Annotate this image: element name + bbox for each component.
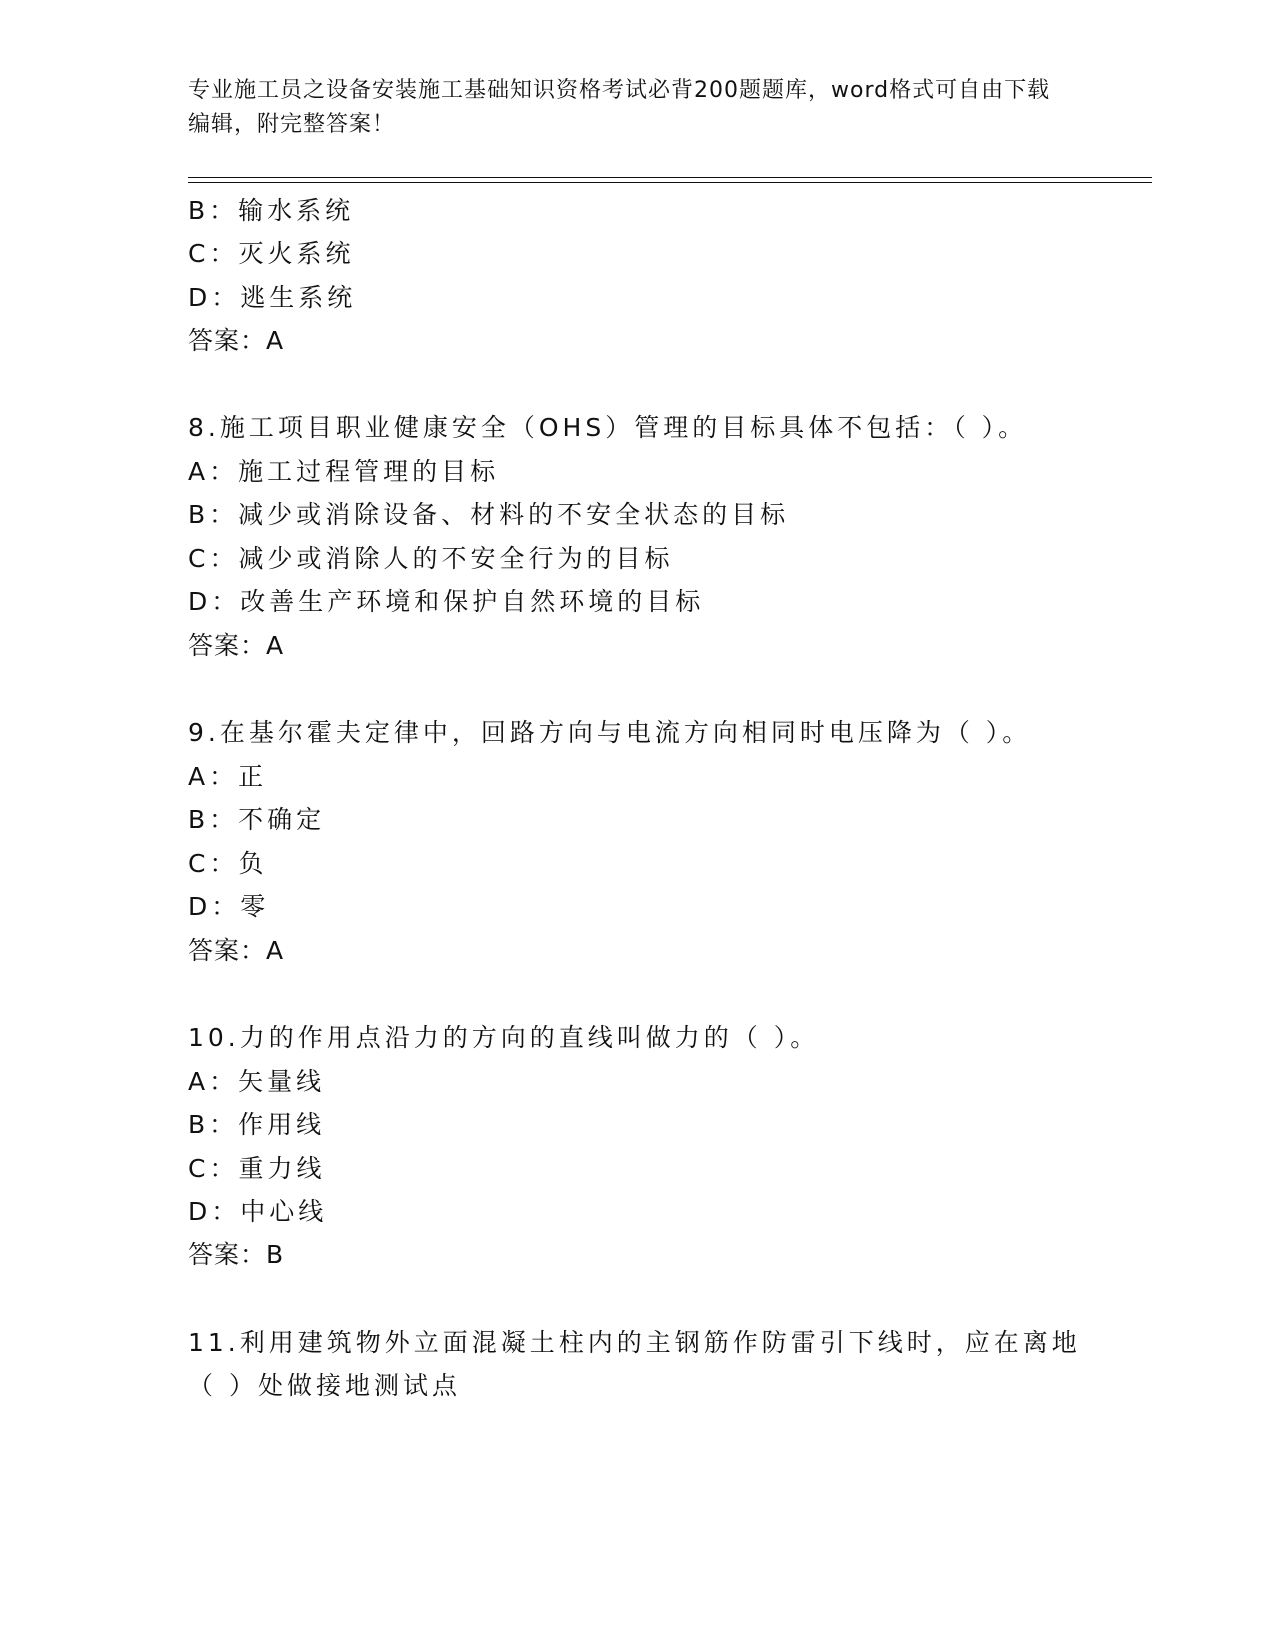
option-d-q8: D：改善生产环境和保护自然环境的目标 xyxy=(188,587,705,616)
option-b-q7: B：输水系统 xyxy=(188,196,355,225)
option-a-q10: A：矢量线 xyxy=(188,1067,326,1096)
option-b-q10: B：作用线 xyxy=(188,1110,326,1139)
option-d-q10: D：中心线 xyxy=(188,1197,328,1226)
question-10: 10.力的作用点沿力的方向的直线叫做力的（ ）。 xyxy=(188,1023,820,1052)
option-b-q8: B：减少或消除设备、材料的不安全状态的目标 xyxy=(188,500,790,529)
option-a-q9: A：正 xyxy=(188,762,268,791)
answer-q7: 答案：A xyxy=(188,326,285,355)
answer-q9: 答案：A xyxy=(188,936,285,965)
answer-q10: 答案：B xyxy=(188,1240,285,1269)
question-8: 8.施工项目职业健康安全（OHS）管理的目标具体不包括：（ ）。 xyxy=(188,413,1028,442)
option-c-q7: C：灭火系统 xyxy=(188,239,355,268)
option-d-q9: D：零 xyxy=(188,892,270,921)
header-rule-bottom xyxy=(188,182,1152,183)
question-11-continued: （ ）处做接地测试点 xyxy=(188,1371,461,1400)
question-11: 11.利用建筑物外立面混凝土柱内的主钢筋作防雷引下线时，应在离地 xyxy=(188,1328,1081,1357)
option-b-q9: B：不确定 xyxy=(188,805,326,834)
answer-q8: 答案：A xyxy=(188,631,285,660)
header-rule-top xyxy=(188,177,1152,178)
option-c-q10: C：重力线 xyxy=(188,1154,326,1183)
option-c-q9: C：负 xyxy=(188,849,268,878)
option-a-q8: A：施工过程管理的目标 xyxy=(188,457,500,486)
option-c-q8: C：减少或消除人的不安全行为的目标 xyxy=(188,544,674,573)
question-9: 9.在基尔霍夫定律中，回路方向与电流方向相同时电压降为（ ）。 xyxy=(188,718,1032,747)
option-d-q7: D：逃生系统 xyxy=(188,283,357,312)
document-header: 专业施工员之设备安装施工基础知识资格考试必背200题题库，word格式可自由下载编辑，附完整答案！ xyxy=(188,78,1051,137)
